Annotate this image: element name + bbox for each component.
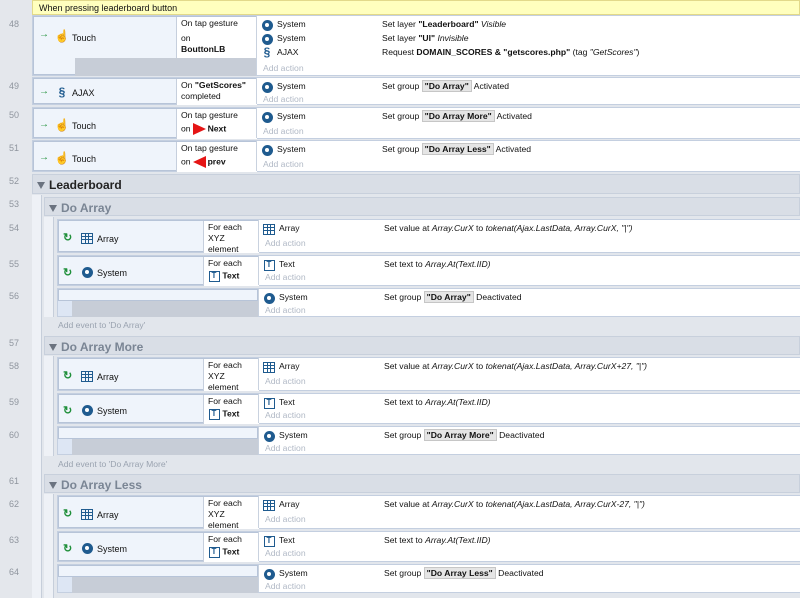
condition-text: On (181, 80, 195, 90)
action-text: Activated (471, 81, 510, 91)
event-row-55[interactable] (57, 255, 800, 286)
add-action-link[interactable]: Add action (263, 126, 304, 136)
action-param: Array.At(Text.IID) (425, 397, 491, 407)
action-param: tokenat(Ajax.LastData, Array.CurX+27, "|") (485, 361, 648, 371)
action-text: Set group (382, 144, 422, 154)
action-param: Array.CurX (431, 499, 474, 509)
action-param: "Do Array Less" (422, 143, 494, 155)
condition-object: Array (97, 372, 119, 382)
line-number: 53 (8, 199, 19, 209)
add-event-link[interactable]: Add event to 'Do Array More' (58, 459, 168, 469)
action-object: Array (279, 361, 300, 371)
condition-text: XYZ (208, 233, 225, 243)
event-actions (258, 289, 800, 316)
condition-text: On tap gesture (181, 110, 238, 120)
event-padding (75, 58, 256, 76)
action-text (382, 47, 639, 57)
group-title: Do Array Less (61, 478, 142, 492)
event-conditions[interactable] (58, 496, 258, 528)
system-gear-icon (261, 19, 273, 31)
action-param: DOMAIN_SCORES & "getscores.php" (416, 47, 571, 57)
condition-object: Touch (72, 121, 97, 131)
action-text (384, 259, 491, 269)
event-row-64[interactable] (57, 564, 800, 593)
action-object: System (279, 568, 308, 578)
action-text (384, 292, 522, 302)
action-param: tokenat(Ajax.LastData, Array.CurX, "|") (485, 223, 633, 233)
line-number: 56 (8, 291, 19, 301)
line-number: 55 (8, 259, 19, 269)
trigger-arrow-icon: → (39, 29, 49, 40)
condition-object: Touch (72, 154, 97, 164)
line-number: 62 (8, 499, 19, 509)
event-conditions[interactable] (58, 565, 258, 577)
action-text: Activated (494, 111, 532, 121)
event-actions (258, 565, 800, 592)
action-text (384, 397, 491, 407)
line-number: 63 (8, 535, 19, 545)
trigger-arrow-icon: → (39, 119, 49, 130)
array-grid-icon (81, 370, 93, 382)
add-action-link[interactable]: Add action (265, 272, 306, 282)
condition-params[interactable] (176, 109, 257, 139)
event-conditions[interactable] (33, 141, 256, 171)
action-param: "Leaderboard" (418, 19, 479, 29)
action-row[interactable] (257, 31, 800, 45)
loop-icon: ↻ (63, 267, 73, 279)
action-object: Array (279, 223, 300, 233)
action-text: Set group (384, 430, 424, 440)
condition-text: For each (208, 396, 242, 406)
condition-params[interactable] (203, 221, 259, 253)
array-grid-icon (263, 499, 275, 511)
action-param: Array.At(Text.IID) (425, 535, 491, 545)
action-text (384, 499, 645, 509)
loop-icon: ↻ (63, 232, 73, 244)
condition-params[interactable] (176, 17, 257, 59)
action-param: "Do Array" (422, 80, 472, 92)
action-text (382, 144, 531, 154)
condition-target: Text (222, 408, 240, 419)
action-object: System (277, 19, 306, 29)
ajax-icon: § (263, 45, 271, 59)
system-gear-icon (81, 542, 93, 554)
action-row[interactable] (257, 142, 800, 156)
group-do-array-more[interactable] (44, 336, 800, 355)
system-gear-icon (263, 568, 275, 580)
action-object: Text (279, 397, 295, 407)
event-row-54[interactable] (57, 219, 800, 253)
add-event-link[interactable]: Add event to 'Do Array' (58, 320, 146, 330)
condition-target: BouttonLB (181, 44, 226, 54)
event-row-58[interactable] (57, 357, 800, 391)
system-gear-icon (261, 144, 273, 156)
action-param: "Do Array Less" (424, 567, 496, 579)
event-row-60[interactable] (57, 426, 800, 455)
action-object: System (277, 81, 306, 91)
line-number: 52 (8, 176, 19, 186)
action-row[interactable] (259, 221, 800, 235)
action-object: Text (279, 535, 295, 545)
condition-params[interactable] (176, 79, 257, 105)
action-param: Invisible (435, 33, 469, 43)
condition-target: Text (222, 270, 240, 281)
action-param: Array.At(Text.IID) (425, 259, 491, 269)
action-text (384, 535, 491, 545)
loop-icon: ↻ (63, 543, 73, 555)
text-object-icon: T (208, 270, 220, 282)
event-actions (258, 394, 800, 423)
group-indent-bar (32, 195, 42, 598)
line-number: 51 (8, 143, 19, 153)
add-action-link[interactable]: Add action (265, 410, 306, 420)
condition-text: element (208, 382, 239, 392)
action-param: "Do Array More" (422, 110, 495, 122)
event-padding (72, 301, 258, 317)
condition-text: On tap gesture (181, 18, 238, 28)
event-row-59[interactable] (57, 393, 800, 424)
array-grid-icon (81, 232, 93, 244)
group-indent-bar (44, 356, 54, 456)
system-gear-icon (261, 111, 273, 123)
prev-arrow-sprite-icon (193, 156, 206, 168)
action-text: Deactivated (473, 292, 522, 302)
line-number: 60 (8, 430, 19, 440)
group-leaderboard[interactable] (32, 174, 800, 194)
group-do-array-less[interactable] (44, 474, 800, 493)
text-object-icon: T (208, 546, 220, 558)
condition-object: System (97, 268, 128, 278)
action-text: Set value at (384, 361, 432, 371)
action-param: "Do Array" (424, 291, 474, 303)
condition-text (181, 80, 253, 91)
action-row[interactable] (257, 17, 800, 31)
action-text (382, 33, 469, 43)
event-row-49[interactable] (32, 77, 800, 105)
event-actions (258, 358, 800, 390)
event-actions (258, 256, 800, 285)
condition-text: on (181, 33, 191, 43)
line-number: 58 (8, 361, 19, 371)
action-text: Set text to (384, 397, 426, 407)
condition-params[interactable] (203, 395, 259, 424)
touch-icon: ☝ (54, 151, 70, 165)
event-actions (256, 16, 800, 75)
add-action-link[interactable]: Add action (265, 238, 306, 248)
action-row[interactable] (259, 497, 800, 511)
event-conditions[interactable] (58, 427, 258, 439)
event-actions (256, 108, 800, 138)
condition-params[interactable] (176, 142, 257, 172)
action-text: Set value at (384, 499, 432, 509)
system-gear-icon (81, 404, 93, 416)
condition-text: XYZ (208, 371, 225, 381)
add-action-link[interactable]: Add action (265, 376, 306, 386)
line-number: 57 (8, 338, 19, 348)
event-actions (258, 532, 800, 561)
action-row[interactable] (259, 290, 800, 304)
text-object-icon: T (208, 408, 220, 420)
action-row[interactable] (259, 533, 800, 547)
condition-params[interactable] (203, 533, 259, 562)
action-text: Set layer (382, 19, 419, 29)
condition-text: element (208, 520, 239, 530)
event-conditions[interactable] (33, 108, 256, 138)
action-text: Deactivated (495, 568, 544, 578)
action-text: (tag (570, 47, 590, 57)
action-text: Set text to (384, 535, 426, 545)
event-actions (256, 78, 800, 104)
condition-object: Touch (72, 33, 97, 43)
loop-icon: ↻ (63, 508, 73, 520)
system-gear-icon (261, 33, 273, 45)
add-action-link[interactable]: Add action (265, 305, 306, 315)
action-param: "UI" (418, 33, 436, 43)
group-indent-bar (44, 217, 54, 317)
action-row[interactable] (259, 566, 800, 580)
action-text (384, 223, 632, 233)
add-action-link[interactable]: Add action (265, 581, 306, 591)
action-text: Set group (382, 81, 422, 91)
line-number: 48 (8, 19, 19, 29)
action-text: to (473, 223, 486, 233)
ajax-icon: § (58, 85, 66, 99)
action-text (384, 568, 544, 578)
action-text: ) (636, 47, 640, 57)
condition-object: Array (97, 234, 119, 244)
touch-icon: ☝ (54, 118, 70, 132)
collapse-triangle-icon[interactable] (37, 182, 45, 189)
condition-text: For each (208, 222, 242, 232)
trigger-arrow-icon: → (39, 86, 49, 97)
group-title: Leaderboard (49, 178, 122, 192)
event-conditions[interactable] (58, 289, 258, 301)
system-gear-icon (263, 292, 275, 304)
action-text (384, 430, 544, 440)
condition-target: prev (207, 156, 226, 167)
collapse-triangle-icon[interactable] (49, 344, 57, 351)
action-object: System (277, 111, 306, 121)
action-text: Set group (384, 568, 424, 578)
action-text: to (473, 499, 486, 509)
condition-text: completed (181, 91, 221, 101)
system-gear-icon (81, 266, 93, 278)
line-number: 49 (8, 81, 19, 91)
action-param: tokenat(Ajax.LastData, Array.CurX-27, "|") (485, 499, 645, 509)
loop-icon: ↻ (63, 370, 73, 382)
action-object: Text (279, 259, 295, 269)
action-object: System (279, 430, 308, 440)
event-conditions[interactable] (58, 532, 258, 561)
event-row-62[interactable] (57, 495, 800, 529)
collapse-triangle-icon[interactable] (49, 482, 57, 489)
action-text: Activated (493, 144, 532, 154)
group-indent-bar (44, 494, 54, 598)
condition-object: Array (97, 510, 119, 520)
event-conditions[interactable] (58, 358, 258, 390)
event-row-56[interactable] (57, 288, 800, 317)
action-object: System (277, 33, 306, 43)
event-conditions[interactable] (58, 394, 258, 423)
condition-text: For each (208, 498, 242, 508)
event-padding (72, 577, 258, 593)
line-number: 54 (8, 223, 19, 233)
condition-params[interactable] (203, 497, 259, 529)
add-action-link[interactable]: Add action (265, 548, 306, 558)
condition-target: Text (222, 546, 240, 557)
event-row-51[interactable] (32, 140, 800, 172)
action-param: Array.CurX (431, 223, 474, 233)
line-number: 64 (8, 567, 19, 577)
collapse-triangle-icon[interactable] (49, 205, 57, 212)
condition-params[interactable] (203, 359, 259, 391)
array-grid-icon (81, 508, 93, 520)
event-actions (258, 220, 800, 252)
add-action-link[interactable]: Add action (263, 94, 304, 104)
event-row-63[interactable] (57, 531, 800, 562)
action-text (384, 361, 647, 371)
condition-target: Next (207, 123, 227, 134)
condition-text: On tap gesture (181, 143, 238, 153)
action-text: Set layer (382, 33, 419, 43)
system-gear-icon (263, 430, 275, 442)
text-object-icon: T (263, 397, 275, 409)
array-grid-icon (263, 223, 275, 235)
action-row[interactable] (259, 257, 800, 271)
event-conditions[interactable] (58, 256, 258, 285)
condition-object: System (97, 406, 128, 416)
add-action-link[interactable]: Add action (263, 159, 304, 169)
action-row[interactable] (257, 109, 800, 123)
action-text: to (473, 361, 486, 371)
system-gear-icon (261, 81, 273, 93)
add-action-link[interactable]: Add action (263, 63, 304, 73)
action-text: Request (382, 47, 417, 57)
trigger-arrow-icon: → (39, 152, 49, 163)
event-conditions[interactable] (33, 78, 256, 104)
event-conditions[interactable] (58, 220, 258, 252)
group-do-array[interactable] (44, 197, 800, 216)
action-param: Array.CurX (431, 361, 474, 371)
next-arrow-sprite-icon (193, 123, 206, 135)
condition-object: System (97, 544, 128, 554)
action-text: Set value at (384, 223, 432, 233)
action-text: Deactivated (496, 430, 545, 440)
line-number: 50 (8, 110, 19, 120)
condition-text: For each (208, 534, 242, 544)
action-object: AJAX (277, 47, 299, 57)
add-action-link[interactable]: Add action (265, 443, 306, 453)
event-row-50[interactable] (32, 107, 800, 139)
condition-target: "GetScores" (194, 80, 246, 90)
comment-row[interactable]: When pressing leaderboard button (32, 0, 800, 15)
event-actions (258, 496, 800, 528)
action-row[interactable] (257, 45, 800, 59)
event-row-48[interactable] (32, 15, 800, 76)
action-text (382, 81, 509, 91)
array-grid-icon (263, 361, 275, 373)
condition-text: For each (208, 360, 242, 370)
event-padding (72, 439, 258, 455)
condition-params[interactable] (203, 257, 259, 286)
action-text: Set group (382, 111, 422, 121)
action-row[interactable] (259, 428, 800, 442)
condition-text: on (181, 156, 191, 167)
action-param: "Do Array More" (424, 429, 497, 441)
action-object: System (279, 292, 308, 302)
action-text (382, 111, 532, 121)
condition-text: For each (208, 258, 242, 268)
text-object-icon: T (263, 535, 275, 547)
action-object: Array (279, 499, 300, 509)
action-text: Set group (384, 292, 424, 302)
condition-text: on (181, 123, 191, 134)
action-text: Set text to (384, 259, 426, 269)
action-object: System (277, 144, 306, 154)
condition-object: AJAX (72, 88, 95, 98)
line-number: 61 (8, 476, 19, 486)
touch-icon: ☝ (54, 29, 70, 43)
action-param: "GetScores" (589, 47, 637, 57)
group-title: Do Array More (61, 340, 144, 354)
condition-text: element (208, 244, 239, 254)
action-row[interactable] (257, 79, 800, 93)
action-text (382, 19, 506, 29)
action-row[interactable] (259, 395, 800, 409)
text-object-icon: T (263, 259, 275, 271)
action-row[interactable] (259, 359, 800, 373)
line-number: 59 (8, 397, 19, 407)
condition-text: XYZ (208, 509, 225, 519)
event-actions (258, 427, 800, 454)
loop-icon: ↻ (63, 405, 73, 417)
action-param: Visible (478, 19, 507, 29)
group-title: Do Array (61, 201, 112, 215)
event-actions (256, 141, 800, 171)
add-action-link[interactable]: Add action (265, 514, 306, 524)
